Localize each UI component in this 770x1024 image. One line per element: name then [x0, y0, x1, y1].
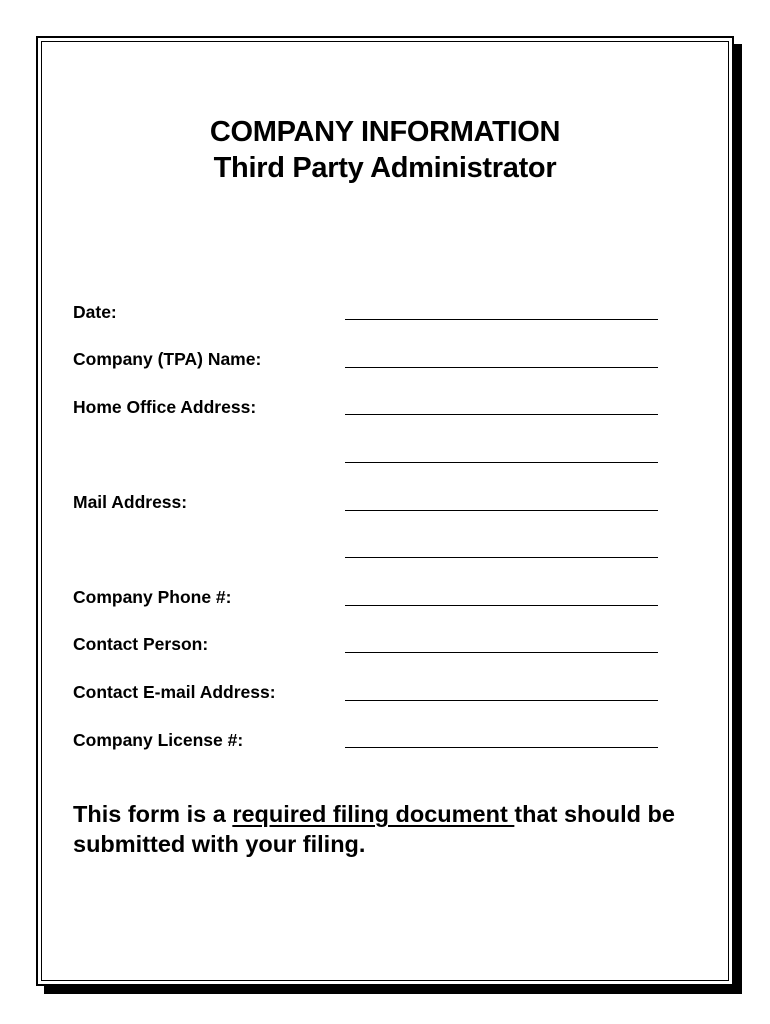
filing-notice	[73, 799, 733, 859]
company-phone-label: Company Phone #:	[73, 587, 232, 607]
form-subtitle: Third Party Administrator	[213, 152, 557, 184]
company-name-label: Company (TPA) Name:	[73, 349, 262, 369]
contact-email-line[interactable]	[345, 700, 658, 701]
notice-underlined-text: required filing document	[232, 801, 515, 827]
contact-email-label: Contact E-mail Address:	[73, 682, 276, 702]
notice-text-start: This form is a	[73, 801, 233, 827]
home-office-address-line-1[interactable]	[345, 414, 658, 415]
contact-person-line[interactable]	[345, 652, 658, 653]
company-license-label: Company License #:	[73, 730, 244, 750]
notice-text-end: that should be submitted with your filing.	[73, 801, 675, 857]
company-phone-line[interactable]	[345, 605, 658, 606]
mail-address-line-1[interactable]	[345, 510, 658, 511]
company-license-line[interactable]	[345, 747, 658, 748]
mail-address-line-2[interactable]	[345, 557, 658, 558]
date-label: Date:	[73, 302, 117, 322]
date-line[interactable]	[345, 319, 658, 320]
company-name-line[interactable]	[345, 367, 658, 368]
form-title: COMPANY INFORMATION	[209, 116, 561, 148]
home-office-address-label: Home Office Address:	[73, 397, 257, 417]
home-office-address-line-2[interactable]	[345, 462, 658, 463]
contact-person-label: Contact Person:	[73, 634, 209, 654]
mail-address-label: Mail Address:	[73, 492, 188, 512]
